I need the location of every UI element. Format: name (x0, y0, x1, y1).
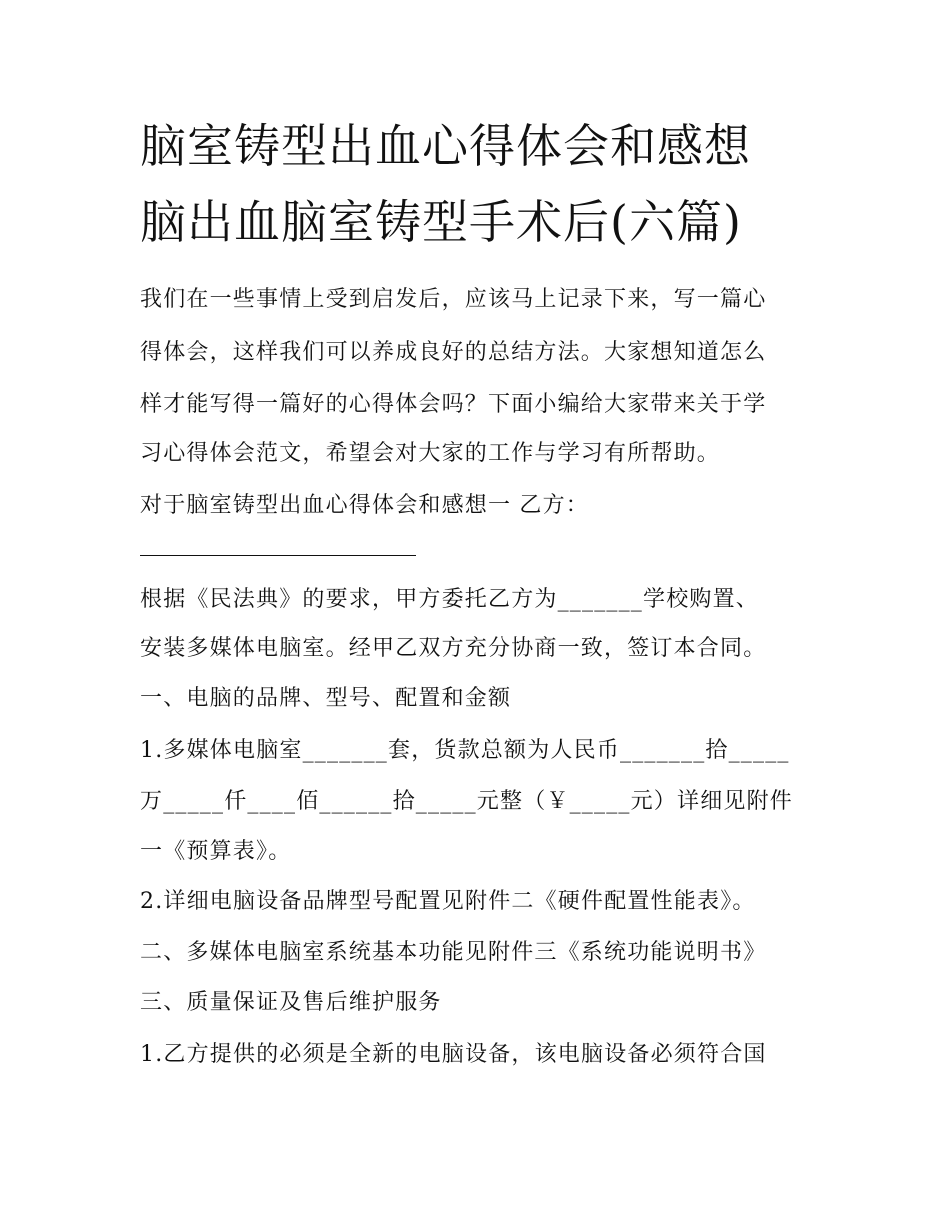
section-heading-line: 对于脑室铸型出血心得体会和感想一 乙方： (140, 493, 589, 518)
contract-line-1: 根据《民法典》的要求，甲方委托乙方为_______学校购置、 (140, 587, 760, 612)
contract-item-3-line-1: 1.乙方提供的必须是全新的电脑设备，该电脑设备必须符合国 (140, 1042, 767, 1067)
signature-blank-line (140, 555, 416, 556)
contract-item-2: 2.详细电脑设备品牌型号配置见附件二《硬件配置性能表》。 (140, 889, 756, 914)
contract-line-2: 安装多媒体电脑室。经甲乙双方充分协商一致，签订本合同。 (140, 636, 767, 661)
intro-line-4: 习心得体会范文，希望会对大家的工作与学习有所帮助。 (140, 441, 721, 466)
intro-line-3: 样才能写得一篇好的心得体会吗？下面小编给大家带来关于学 (140, 392, 767, 417)
contract-item-1-line-2: 万_____仟____佰______拾_____元整（￥_____元）详细见附件 (140, 789, 794, 814)
contract-item-1-line-1: 1.多媒体电脑室_______套，货款总额为人民币_______拾_____ (140, 738, 790, 763)
intro-line-1: 我们在一些事情上受到启发后，应该马上记录下来，写一篇心 (140, 287, 767, 312)
contract-item-1-line-3: 一《预算表》。 (140, 839, 292, 864)
contract-heading-1: 一、电脑的品牌、型号、配置和金额 (140, 686, 512, 711)
document-title-line-1: 脑室铸型出血心得体会和感想 (140, 119, 751, 173)
contract-heading-2: 二、多媒体电脑室系统基本功能见附件三《系统功能说明书》 (140, 940, 767, 965)
contract-heading-3: 三、质量保证及售后维护服务 (140, 990, 442, 1015)
document-title-line-2: 脑出血脑室铸型手术后(六篇) (140, 195, 742, 249)
intro-line-2: 得体会，这样我们可以养成良好的总结方法。大家想知道怎么 (140, 340, 767, 365)
